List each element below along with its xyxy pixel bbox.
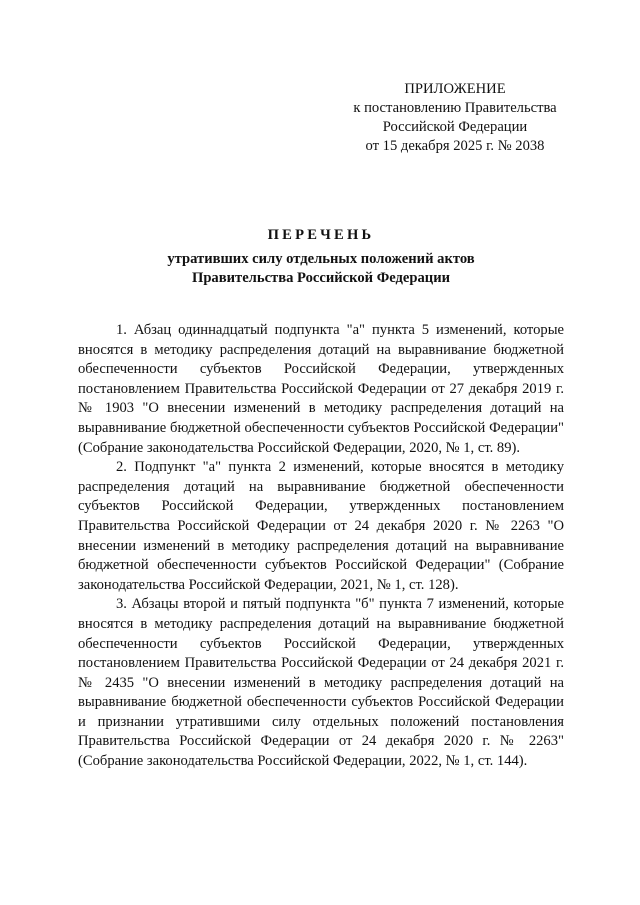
document-title: ПЕРЕЧЕНЬ <box>267 227 375 243</box>
appendix-reference: к постановлению Правительства <box>353 100 557 116</box>
document-subtitle <box>78 250 564 288</box>
appendix-label: ПРИЛОЖЕНИЕ <box>404 81 506 97</box>
list-item-1: 1. Абзац одиннадцатый подпункта "а" пункта 5 изменений, которые вносятся в методику распределения дотаций на выравнивание бюджетной обеспеченности субъектов Российской Федерации, утвержденных постановлением Правительства Российской Федерации от 27 декабря 2019 г. № 1903 "О внесении изменений в методику распределения дотаций на выравнивание бюджетной обеспеченности субъектов Российской Федерации" (Собрание законодательства Российской Федерации, 2020, № 1, ст. 89). <box>78 322 564 456</box>
list-item-3: 3. Абзацы второй и пятый подпункта "б" пункта 7 изменений, которые вносятся в методику распределения дотаций на выравнивание бюджетной обеспеченности субъектов Российской Федерации, утвержденных постановлением Правительства Российской Федерации от 24 декабря 2021 г. № 2435 "О внесении изменений в методику распределения дотаций на выравнивание бюджетной обеспеченности субъектов Российской Федерации и признании утратившими силу отдельных положений постановления Правительства Российской Федерации от 24 декабря 2020 г. № 2263" (Собрание законодательства Российской Федерации, 2022, № 1, ст. 144). <box>78 596 564 770</box>
subtitle-line-2: Правительства Российской Федерации <box>191 270 451 286</box>
appendix-date-number: от 15 декабря 2025 г. № 2038 <box>365 138 545 154</box>
subtitle-line-1: утративших силу отдельных положений актов <box>167 251 475 267</box>
list-item-2: 2. Подпункт "а" пункта 2 изменений, которые вносятся в методику распределения дотаций на выравнивание бюджетной обеспеченности субъектов Российской Федерации, утвержденных постановлением Правительства Российской Федерации от 24 декабря 2020 г. № 2263 "О внесении изменений в методику распределения дотаций на выравнивание бюджетной обеспеченности субъектов Российской Федерации" (Собрание законодательства Российской Федерации, 2021, № 1, ст. 128). <box>78 459 564 593</box>
document-body <box>78 321 564 772</box>
appendix-header <box>340 80 570 156</box>
appendix-authority: Российской Федерации <box>382 119 528 135</box>
